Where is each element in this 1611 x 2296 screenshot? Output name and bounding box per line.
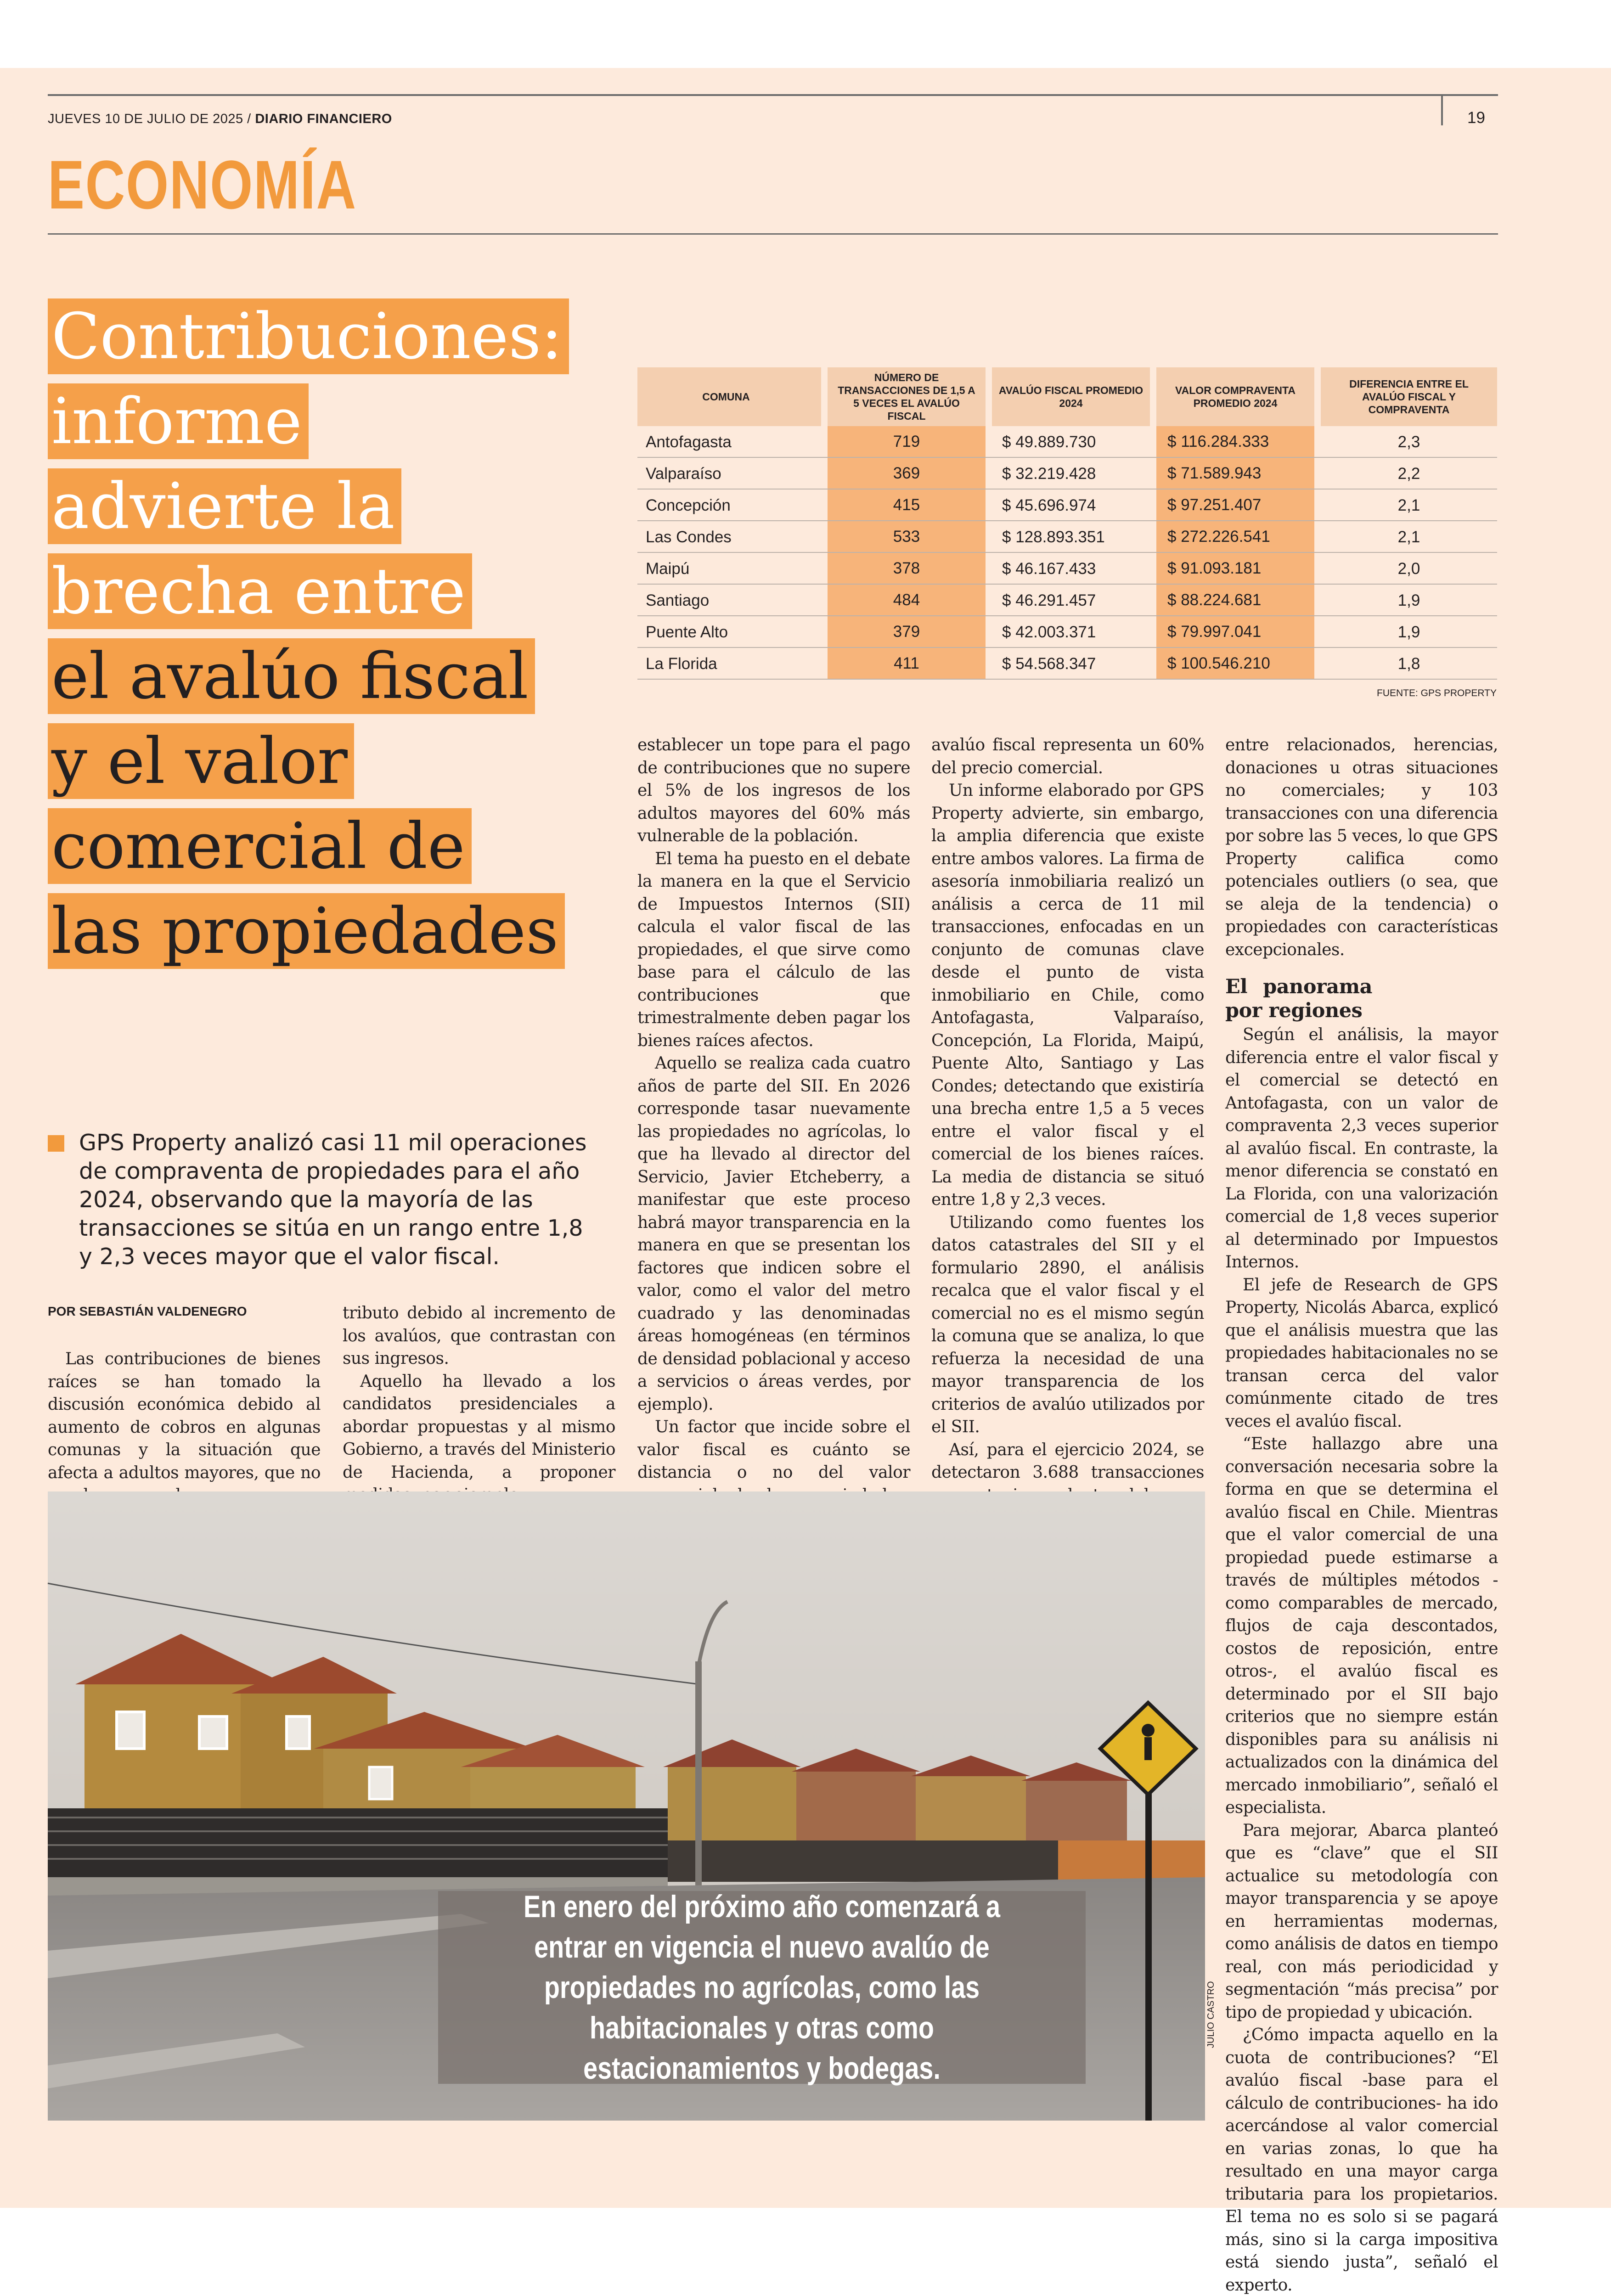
- photo-caption: En enero del próximo año comenzará a entrar en vigencia el nuevo avalúo de propiedades no agrícolas, como las habitacionales y otras como estacionamientos y bodegas.: [523, 1889, 1001, 2086]
- subsection-heading: El panorama por regiones: [1225, 975, 1372, 1022]
- table-header-cell: AVALÚO FISCAL PROMEDIO 2024: [992, 367, 1150, 426]
- headline-line: Contribuciones:: [48, 298, 569, 374]
- table-cell: 415: [828, 490, 986, 521]
- paragraph: “Este hallazgo abre una conversación necesaria sobre la forma en que se determina el avalúo fiscal en Chile. Mientras que el valor comercial de una propiedad puede estimarse a través de múltiples métodos -como comparables de mercado, flujos de caja descontados, costos de reposición, entre otros-, el avalúo fiscal es determinado por el SII bajo criterios que no siempre están disponibles para su análisis ni actualizados con la dinámica del mercado inmobiliario”, señaló el especialista.: [1225, 1435, 1498, 1817]
- table-cell: 2,1: [1397, 528, 1420, 546]
- table-cell: 2,3: [1397, 433, 1420, 451]
- table-cell: $ 45.696.974: [1002, 496, 1096, 514]
- table-row: [637, 553, 1497, 585]
- table-header-cell: VALOR COMPRAVENTA PROMEDIO 2024: [1156, 367, 1314, 426]
- paragraph: Aquello ha llevado a los candidatos presidenciales a abordar propuestas y al mismo Gobierno, a través del Ministerio de Hacienda, a proponer: [343, 1372, 615, 1482]
- headline-line: el avalúo fiscal: [48, 638, 535, 714]
- table-cell: $ 49.889.730: [1002, 433, 1096, 451]
- table-cell: $ 116.284.333: [1156, 426, 1314, 458]
- subhead: [48, 1129, 603, 1271]
- article-column-4: [931, 734, 1204, 1598]
- table-header-cell: DIFERENCIA ENTRE EL AVALÚO FISCAL Y COMPRAVENTA: [1321, 367, 1497, 426]
- row-divider: [637, 679, 1497, 680]
- housing-photo: [48, 1491, 1205, 2121]
- paragraph: Utilizando como fuentes los datos catastrales del SII y el formulario 2890, el análisis recalca que el valor fiscal y el comercial no es el mismo según la comuna que se analiza, lo que refuerza la necesidad de una mayor transparencia de los criterios de avalúo utilizados por el SII.: [931, 1213, 1204, 1436]
- table-cell: 2,0: [1397, 559, 1420, 578]
- table-cell: La Florida: [646, 654, 717, 673]
- paragraph: El tema ha puesto en el debate la manera en la que el Servicio de Impuestos Internos (SII) calcula el valor fiscal de las propiedades, el que sirve como base para el cálculo de las contribuciones que trimestralmente deben pagar los bienes raíces afectos.: [637, 849, 910, 1050]
- article-column-5: [1225, 734, 1498, 2296]
- table-row: [637, 521, 1497, 553]
- headline-line: comercial de: [48, 808, 472, 884]
- table-cell: $ 128.893.351: [1002, 528, 1105, 546]
- paragraph: Un informe elaborado por GPS Property advierte, sin embargo, la amplia diferencia que existe entre ambos valores. La firma de asesoría inmobiliaria realizó un análisis a cerca de 11 mil transacciones, enfocadas en un conjunto de comunas clave desde el punto de vista inmobiliario en Chile, como Antofagasta, Valparaíso, Concepción, La Florida, Maipú, Puente Alto, Santiago y Las Condes; detectando que existiría una brecha entre 1,5 a 5 veces entre el valor fiscal y el comercial de los bienes raíces. La media de distancia se situó entre 1,8 y 2,3 veces.: [931, 781, 1204, 1209]
- paragraph: entre relacionados, herencias, donaciones u otras situaciones no comerciales; y 103 transacciones con una diferencia por sobre las 5 veces, lo que GPS Property califica como potenciales outliers (o sea, que se aleja de la tendencia) o propiedades con características excepcionales.: [1225, 736, 1498, 959]
- paragraph: establecer un tope para el pago de contribuciones que no supere el 5% de los ingresos de los adultos mayores del 60% más vulnerable de la población.: [637, 736, 910, 845]
- dateline: [48, 112, 392, 127]
- paragraph: Un factor que incide sobre el valor fiscal es cuánto se distancia o no del valor: [637, 1418, 910, 1482]
- headline-line: y el valor: [48, 723, 354, 799]
- table-cell: $ 42.003.371: [1002, 623, 1096, 641]
- headline-line: informe: [48, 383, 309, 459]
- table-cell: $ 54.568.347: [1002, 654, 1096, 673]
- table-cell: 379: [828, 616, 986, 648]
- photo-caption-box: [438, 1891, 1086, 2084]
- table-cell: 369: [828, 458, 986, 490]
- paper-name: DIARIO FINANCIERO: [255, 112, 392, 126]
- section-rule: [48, 233, 1498, 235]
- paragraph: Las contribuciones de bienes raíces se han tomado la discusión económica debido al aumento de cobros en algunas comunas y la situación que afecta a adultos mayores, que no: [48, 1350, 321, 1482]
- table-cell: $ 46.167.433: [1002, 559, 1096, 578]
- paragraph: Aquello se realiza cada cuatro años de parte del SII. En 2026 corresponde tasar nuevamente las propiedades no agrícolas, lo que ha llevado al director del Servicio, Javier Etcheberry, a manifestar que este proceso habrá mayor transparencia en la manera en que se presentan los factores que indicen sobre el valor, como el valor del metro cuadrado y las denominadas áreas homogéneas (en términos de densidad poblacional y acceso a servicios o áreas verdes, por ejemplo).: [637, 1054, 910, 1414]
- headline-line: advierte la: [48, 468, 401, 544]
- table-cell: $ 100.546.210: [1156, 648, 1314, 680]
- table-cell: 484: [828, 585, 986, 616]
- table-row: [637, 616, 1497, 648]
- square-bullet-icon: [48, 1135, 64, 1152]
- table-cell: $ 88.224.681: [1156, 585, 1314, 616]
- photo-credit: JULIO CASTRO: [1206, 1981, 1216, 2048]
- table-cell: 1,8: [1397, 654, 1420, 673]
- paragraph: Para mejorar, Abarca planteó que es “clave” que el SII actualice su metodología con mayor transparencia y se apoye en herramientas modernas, como análisis de datos en tiempo real, con más periodicidad y segmentación “más precisa” por tipo de propiedad y ubicación.: [1225, 1821, 1498, 2022]
- subhead-text: GPS Property analizó casi 11 mil operaciones de compraventa de propiedades para el año 2024, observando que la mayoría de las transacciones se sitúa en un rango entre 1,8 y 2,3 veces mayor que el valor fiscal.: [79, 1130, 587, 1270]
- table-cell: $ 71.589.943: [1156, 458, 1314, 490]
- table-cell: $ 91.093.181: [1156, 553, 1314, 585]
- header-rule: [48, 94, 1498, 96]
- table-cell: Valparaíso: [646, 464, 721, 483]
- byline: POR SEBASTIÁN VALDENEGRO: [48, 1304, 247, 1318]
- table-header-cell: COMUNA: [637, 367, 821, 426]
- table-cell: 1,9: [1397, 623, 1420, 641]
- table-header-cell: NÚMERO DE TRANSACCIONES DE 1,5 A 5 VECES EL AVALÚO FISCAL: [828, 367, 986, 426]
- table-row: [637, 648, 1497, 680]
- headline: [48, 298, 626, 969]
- table-cell: Puente Alto: [646, 623, 728, 641]
- article-column-1: [48, 1348, 321, 1507]
- table-row: [637, 585, 1497, 616]
- table-cell: 719: [828, 426, 986, 458]
- header-divider: [1441, 94, 1443, 125]
- table-source: FUENTE: GPS PROPERTY: [1377, 688, 1497, 698]
- paragraph: ¿Cómo impacta aquello en la cuota de contribuciones? “El avalúo fiscal -base para el cálculo de contribuciones- ha ido acercándose al valor comercial en varias zonas, lo que ha resultado en una mayor carga tributaria para los propietarios. El tema no es solo si se pagará más, sino si la carga impositiva está siendo justa”, señaló el experto.: [1225, 2026, 1498, 2295]
- table-cell: Antofagasta: [646, 433, 732, 451]
- table-header-row: [637, 367, 1497, 426]
- paragraph: Así, para el ejercicio 2024, se detectaron 3.688 transacciones: [931, 1440, 1204, 1482]
- table-row: [637, 458, 1497, 490]
- article-column-2: [343, 1302, 615, 1507]
- table-row: [637, 426, 1497, 458]
- table-cell: 2,1: [1397, 496, 1420, 514]
- table-cell: $ 97.251.407: [1156, 490, 1314, 521]
- paragraph: Según el análisis, la mayor diferencia entre el valor fiscal y el comercial se detectó en Antofagasta, con un valor de compraventa 2,3 veces superior al avalúo fiscal. En contraste, la menor diferencia se constató en La Florida, con una valorización comercial de 1,8 veces superior al determinado por Impuestos Internos.: [1225, 1025, 1498, 1272]
- headline-line: las propiedades: [48, 893, 565, 969]
- article-column-3: [637, 734, 910, 1552]
- table-cell: 411: [828, 648, 986, 680]
- section-title: ECONOMÍA: [48, 146, 357, 223]
- table-cell: 2,2: [1397, 464, 1420, 483]
- table-cell: 378: [828, 553, 986, 585]
- table-cell: $ 79.997.041: [1156, 616, 1314, 648]
- table-cell: 533: [828, 521, 986, 553]
- table-cell: Santiago: [646, 591, 710, 609]
- table-cell: $ 32.219.428: [1002, 464, 1096, 483]
- paragraph: avalúo fiscal representa un 60% del precio comercial.: [931, 736, 1204, 777]
- table-cell: $ 46.291.457: [1002, 591, 1096, 609]
- table-row: [637, 490, 1497, 521]
- data-table: [637, 367, 1497, 680]
- table-cell: Las Condes: [646, 528, 732, 546]
- paragraph: El jefe de Research de GPS Property, Nicolás Abarca, explicó que el análisis muestra que las propiedades habitacionales no se transan cerca del valor comúnmente citado de tres veces el avalúo fiscal.: [1225, 1275, 1498, 1431]
- table-cell: Concepción: [646, 496, 731, 514]
- paragraph: tributo debido al incremento de los avalúos, que contrastan con sus ingresos.: [343, 1304, 615, 1368]
- table-cell: $ 272.226.541: [1156, 521, 1314, 553]
- page-number: 19: [1467, 109, 1485, 127]
- table-body: [637, 426, 1497, 680]
- table-cell: Maipú: [646, 559, 690, 578]
- headline-line: brecha entre: [48, 553, 472, 629]
- table-cell: 1,9: [1397, 591, 1420, 609]
- date-text: JUEVES 10 DE JULIO DE 2025 /: [48, 112, 255, 126]
